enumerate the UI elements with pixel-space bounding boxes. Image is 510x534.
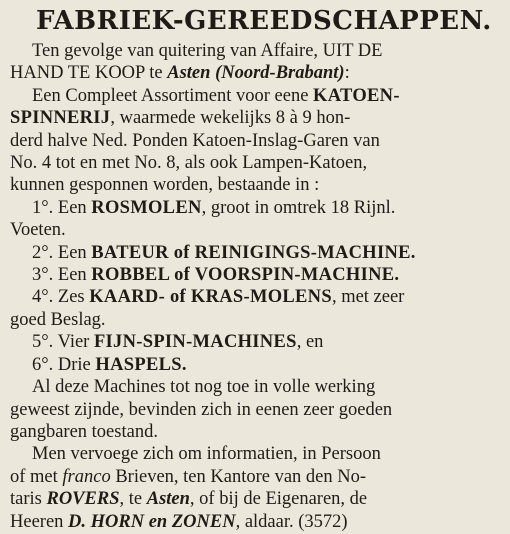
text-segment: , aldaar. (3572)	[235, 511, 348, 532]
text-line	[10, 286, 498, 308]
text-line	[10, 488, 498, 510]
text-segment: 6°. Drie	[32, 354, 96, 375]
text-segment: , waarmede wekelijks 8 à 9 hon-	[110, 108, 351, 129]
text-line	[10, 331, 498, 353]
text-segment: 4°. Zes	[32, 287, 90, 308]
bold-segment: BATEUR of REINIGINGS-MACHINE.	[91, 242, 416, 263]
text-line	[10, 264, 498, 286]
bold-segment: ROSMOLEN	[91, 197, 202, 218]
text-segment: taris	[10, 489, 47, 510]
italic-segment: ROVERS	[46, 489, 120, 510]
text-segment: of met	[10, 466, 63, 487]
advertisement-body	[10, 40, 498, 533]
bold-segment: KATOEN-	[313, 85, 400, 106]
text-line	[10, 511, 498, 533]
text-line	[10, 85, 498, 107]
text-line: Voeten.	[10, 220, 66, 241]
italic-segment: Asten	[146, 489, 190, 510]
bold-segment: KAARD- of KRAS-MOLENS	[89, 287, 332, 308]
advertisement-title: FABRIEK-GEREEDSCHAPPEN.	[36, 6, 492, 36]
text-segment: Heeren	[10, 511, 69, 532]
text-segment: , te	[119, 489, 147, 510]
text-segment: HAND TE KOOP te	[10, 63, 168, 84]
text-line	[10, 354, 498, 376]
text-line	[10, 466, 498, 488]
text-line	[10, 242, 498, 264]
italic-segment: franco	[62, 466, 111, 487]
italic-segment: Asten	[167, 63, 211, 84]
bold-segment: SPINNERIJ	[10, 108, 111, 129]
text-segment: 3°. Een	[32, 265, 92, 286]
text-segment: 2°. Een	[32, 242, 92, 263]
italic-segment: D. HORN en ZONEN	[68, 511, 236, 532]
bold-segment: ROBBEL of VOORSPIN-MACHINE.	[91, 265, 400, 286]
text-line: Al deze Machines tot nog toe in volle werking	[32, 377, 376, 398]
text-segment: , of bij de Eigenaren, de	[189, 489, 368, 510]
text-segment: Een Compleet Assortiment voor eene	[32, 85, 314, 106]
text-segment: , groot in omtrek 18 Rijnl.	[201, 197, 396, 218]
bold-segment: FIJN-SPIN-MACHINES	[93, 332, 297, 353]
text-segment: , en	[296, 332, 324, 353]
text-segment: :	[344, 63, 350, 84]
text-line: kunnen gesponnen worden, bestaande in :	[10, 175, 320, 196]
text-line: goed Beslag.	[10, 309, 106, 330]
text-line: derd halve Ned. Ponden Katoen-Inslag-Garen van	[10, 130, 380, 151]
text-line: Men vervoege zich om informatien, in Persoon	[32, 444, 381, 465]
text-segment: 5°. Vier	[32, 332, 94, 353]
text-line: No. 4 tot en met No. 8, als ook Lampen-Katoen,	[10, 153, 368, 174]
text-line: gangbaren toestand.	[10, 421, 158, 442]
text-line	[10, 62, 498, 84]
text-line	[10, 197, 498, 219]
italic-segment: (Noord-Brabant)	[215, 63, 345, 84]
text-line	[10, 107, 498, 129]
text-line: geweest zijnde, bevinden zich in eenen zeer goeden	[10, 399, 393, 420]
text-segment: , met zeer	[331, 287, 405, 308]
text-segment: Brieven, ten Kantore van den No-	[110, 466, 367, 487]
text-segment: 1°. Een	[32, 197, 92, 218]
text-line: Ten gevolge van quitering van Affaire, UIT DE	[32, 41, 383, 61]
bold-segment: HASPELS.	[95, 354, 187, 375]
